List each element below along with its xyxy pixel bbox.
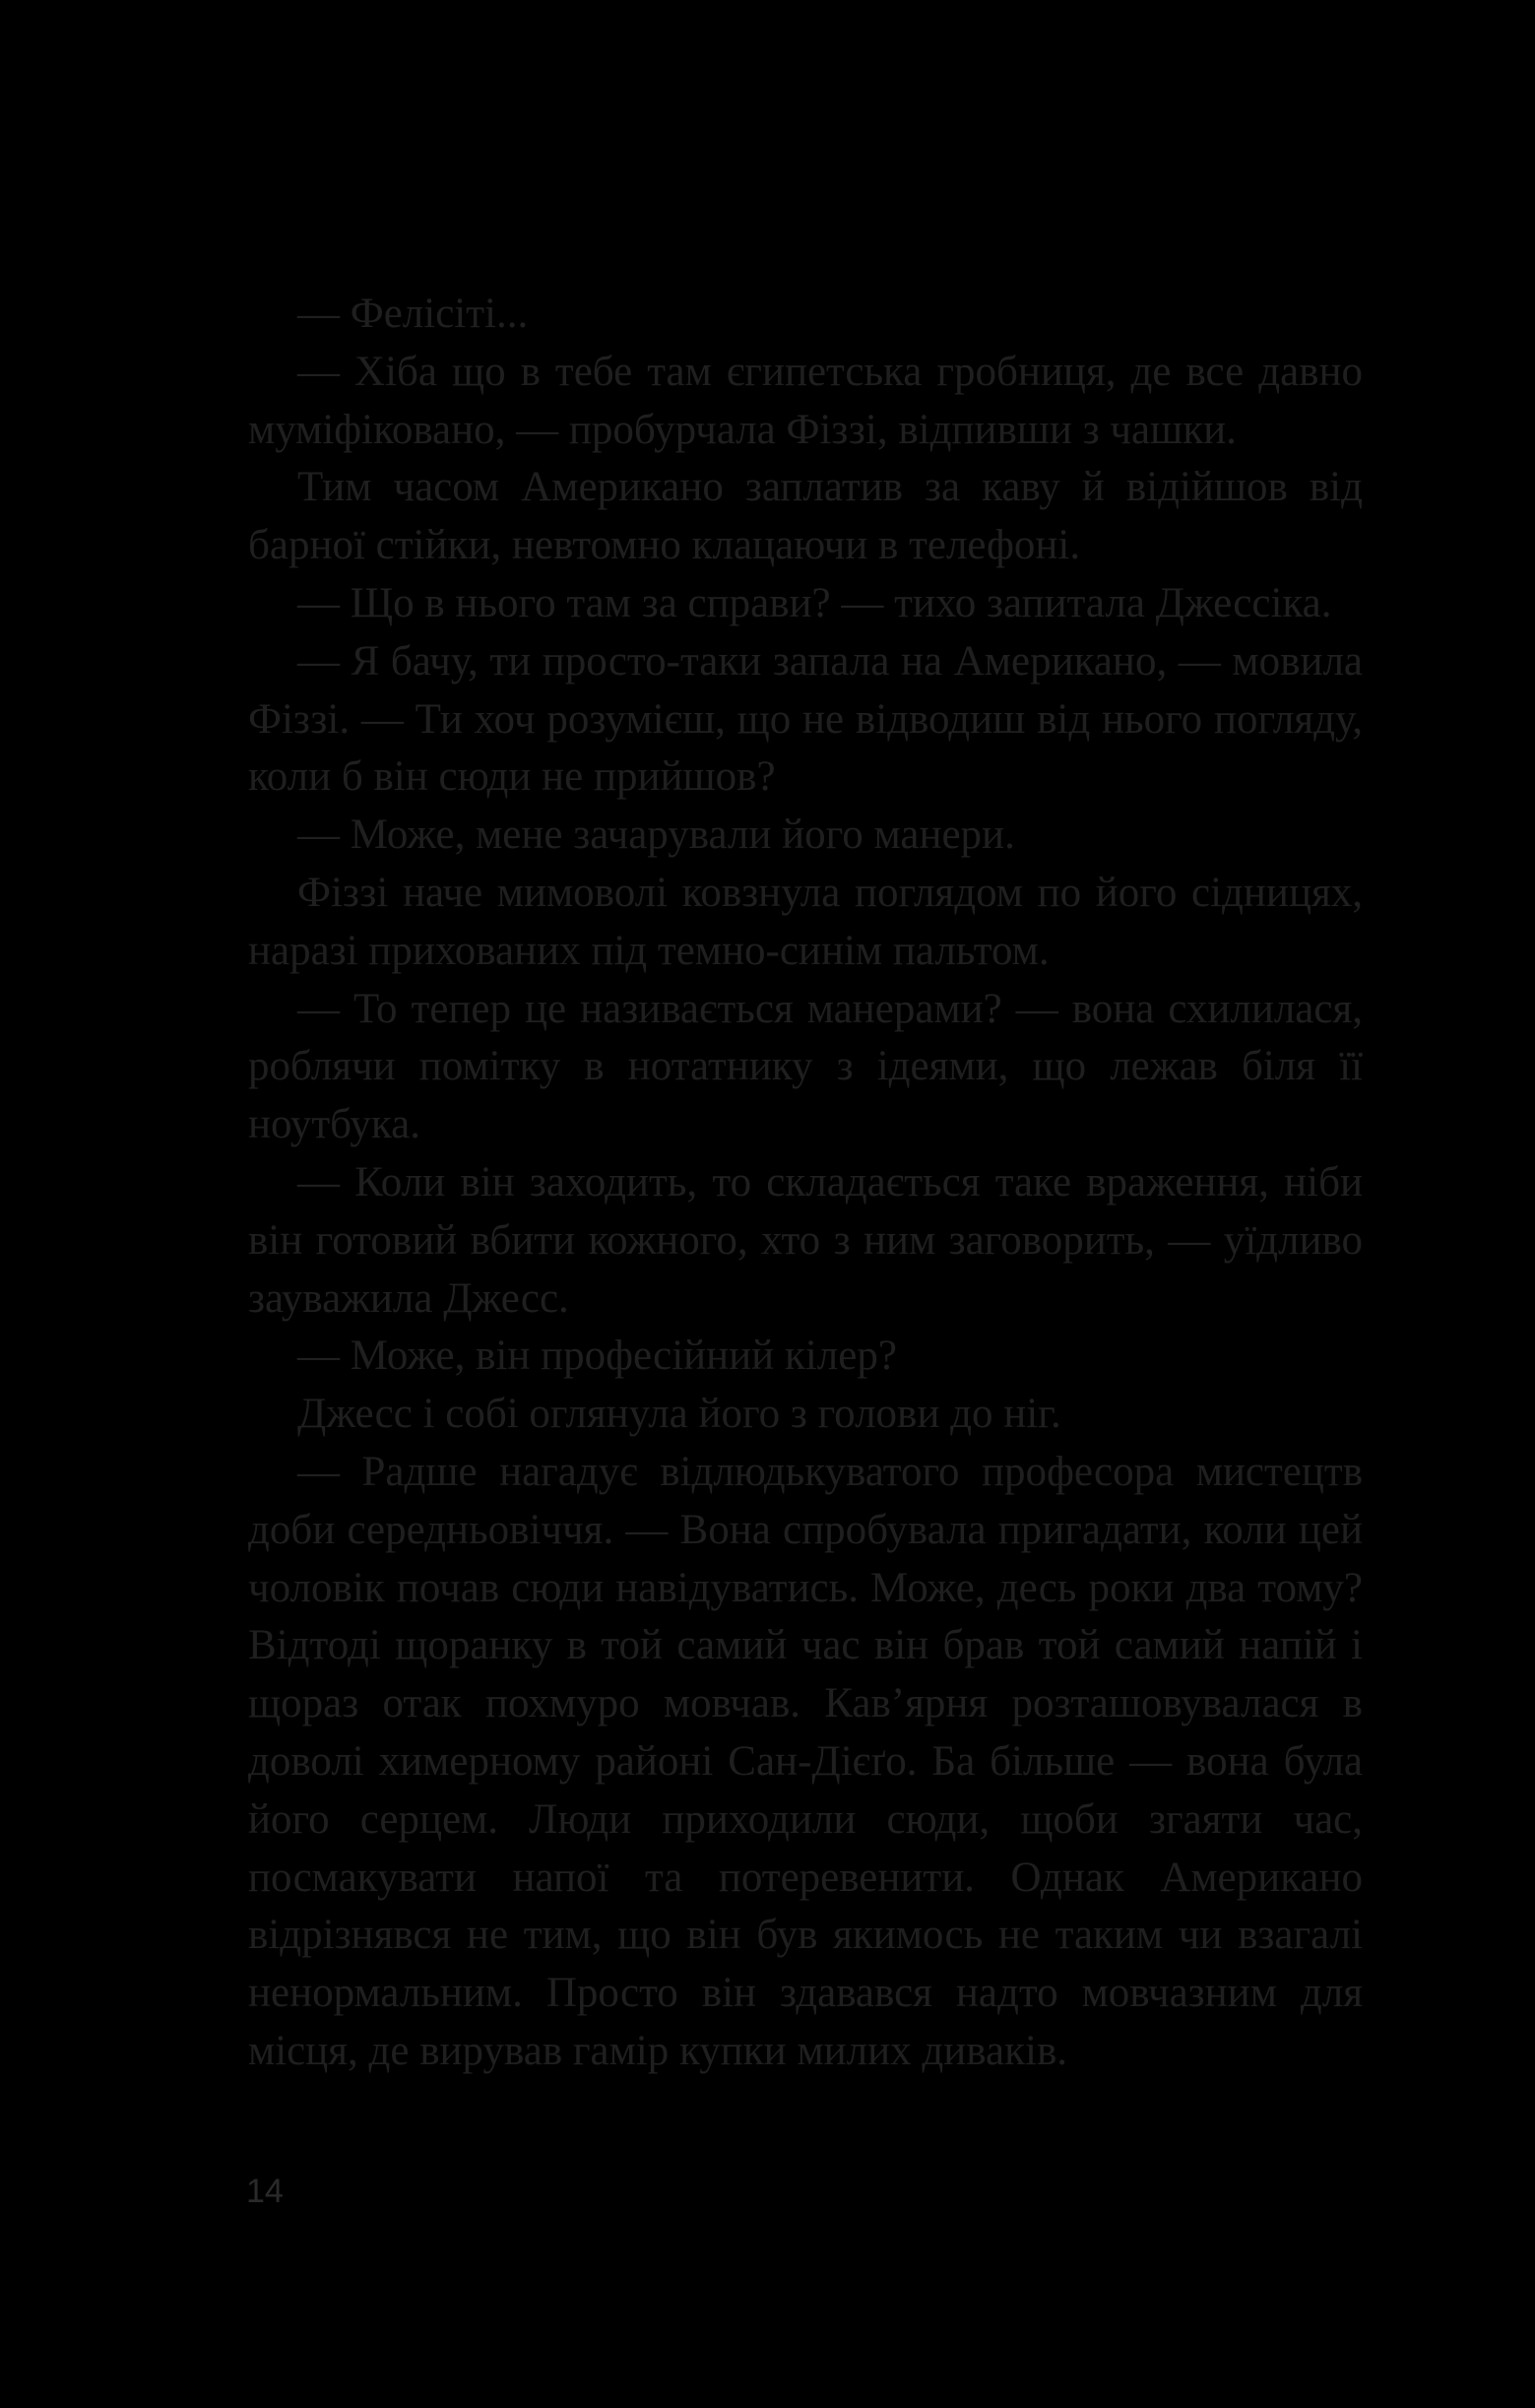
paragraph: — То тепер це називається манерами? — вона схилилася, роблячи помітку в нотатнику з ідеями, що лежав біля її ноутбука.	[248, 985, 1363, 1148]
paragraph: Джесс і собі оглянула його з голови до ніг.	[297, 1391, 1061, 1438]
paragraph: — Радше нагадує відлюдькуватого професора мистецтв доби середньовіччя. — Вона спробувала пригадати, коли цей чоловік почав сюди навідуватись. Може, десь роки два тому? Відтоді щоранку в той самий час він брав той самий напій і щораз отак похмуро мовчав. Кав’ярня розташовувалася в доволі химерному районі Сан-Дієґо. Ба більше — вона була його серцем. Люди приходили сюди, щоби згаяти час, посмакувати напої та потеревенити. Однак Американо відрізнявся не тим, що він був якимось не таким чи взагалі ненормальним. Просто він здавався надто мовчазним для місця, де вирував гамір купки милих диваків.	[248, 1448, 1363, 2074]
paragraph: — Що в нього там за справи? — тихо запитала Джессіка.	[297, 579, 1332, 626]
paragraph: — Я бачу, ти просто-таки запала на Американо, — мовила Фіззі. — Ти хоч розумієш, що не відводиш від нього погляду, коли б він сюди не прийшов?	[248, 637, 1363, 801]
paragraph: Фіззі наче мимоволі ковзнула поглядом по його сідницях, наразі прихованих під темно-синім пальтом.	[248, 869, 1363, 974]
paragraph: — Може, мене зачарували його манери.	[297, 812, 1015, 859]
page-number: 14	[246, 2173, 284, 2210]
paragraph: Тим часом Американо заплатив за каву й відійшов від барної стійки, невтомно клацаючи в телефоні.	[248, 464, 1363, 569]
paragraph: — Коли він заходить, то складається таке враження, ніби він готовий вбити кожного, хто з ним заговорить, — уїдливо зауважила Джесс.	[248, 1158, 1363, 1322]
paragraph: — Фелісіті...	[297, 291, 529, 337]
body-text	[248, 286, 1363, 2081]
paragraph: — Може, він професійний кілер?	[297, 1333, 897, 1380]
paragraph: — Хіба що в тебе там єгипетська гробниця, де все давно муміфіковано, — пробурчала Фіззі, відпивши з чашки.	[248, 348, 1363, 453]
